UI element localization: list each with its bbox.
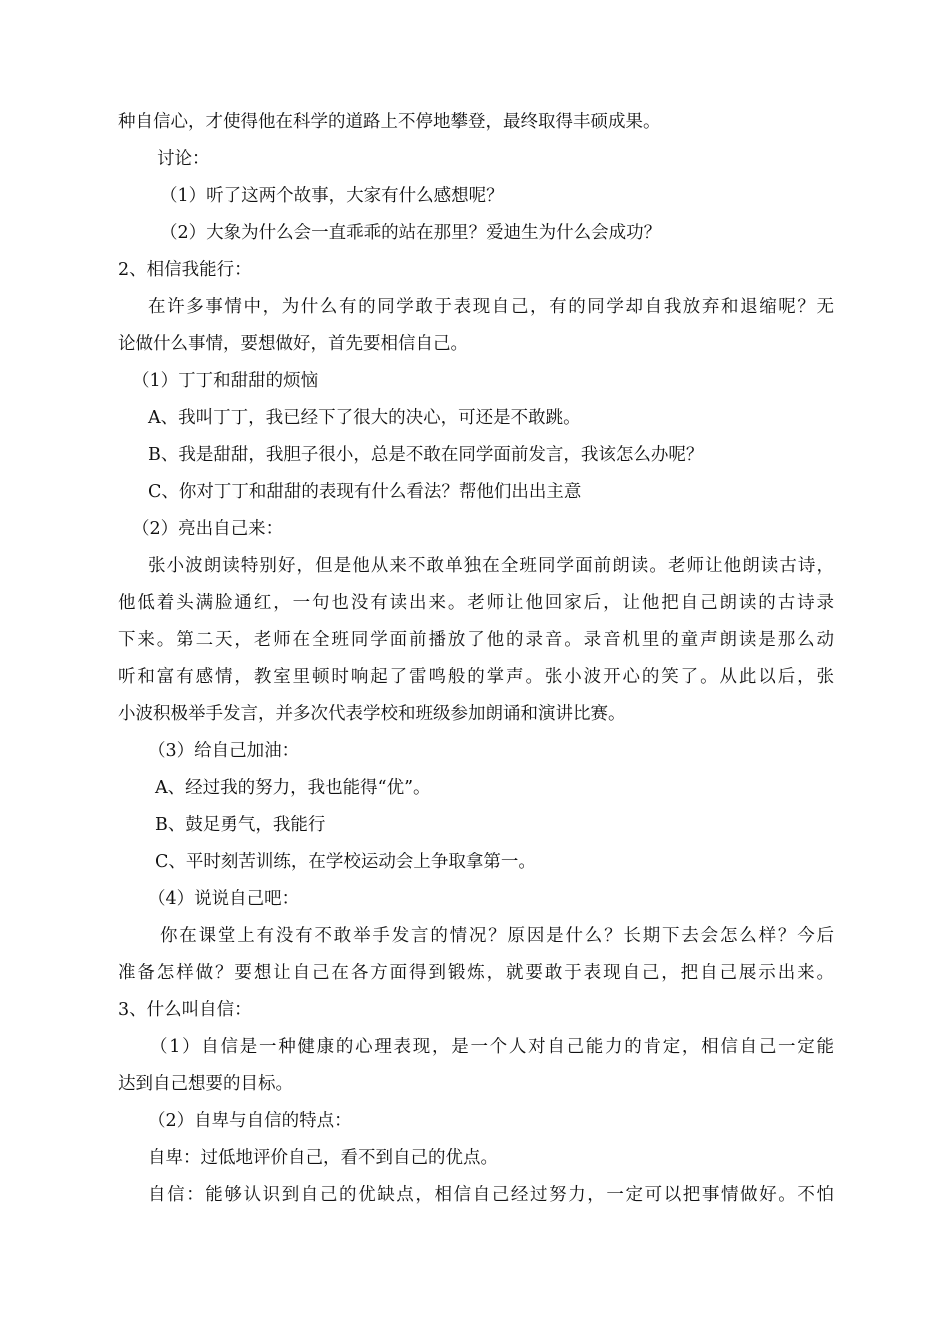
text-line: （2）大象为什么会一直乖乖的站在那里？爱迪生为什么会成功？ [160,223,662,243]
text-line: A、我叫丁丁，我已经下了很大的决心，可还是不敢跳。 [148,408,581,428]
text-line: 达到自己想要的目标。 [118,1074,293,1094]
text-line: 讨论： [157,149,210,169]
text-line: （3）给自己加油： [148,741,300,761]
text-line: （1）听了这两个故事，大家有什么感想呢？ [160,186,504,206]
text-line: 在许多事情中，为什么有的同学敢于表现自己，有的同学却自我放弃和退缩呢？无 [148,297,834,317]
text-line: （2）自卑与自信的特点： [148,1111,352,1131]
text-line: C、平时刻苦训练，在学校运动会上争取拿第一。 [155,852,536,872]
text-line: B、鼓足勇气，我能行 [155,815,326,835]
text-line: A、经过我的努力，我也能得“优”。 [155,778,431,798]
text-line: 张小波朗读特别好，但是他从来不敢单独在全班同学面前朗读。老师让他朗读古诗， [148,556,834,576]
text-line: （1）丁丁和甜甜的烦恼 [132,371,319,391]
section-heading: 3、什么叫自信： [118,1000,252,1020]
text-line: （2）亮出自己来： [132,519,284,539]
section-heading: 2、相信我能行： [118,260,252,280]
text-line: B、我是甜甜，我胆子很小，总是不敢在同学面前发言，我该怎么办呢？ [148,445,704,465]
text-line: 他低着头满脸通红，一句也没有读出来。老师让他回家后，让他把自己朗读的古诗录 [118,593,834,613]
text-line: （1）自信是一种健康的心理表现，是一个人对自己能力的肯定，相信自己一定能 [150,1037,834,1057]
text-line: （4）说说自己吧： [148,889,300,909]
text-line: 论做什么事情，要想做好，首先要相信自己。 [118,334,468,354]
text-line: 自信：能够认识到自己的优缺点，相信自己经过努力，一定可以把事情做好。不怕 [148,1185,834,1205]
text-line: C、你对丁丁和甜甜的表现有什么看法？帮他们出出主意 [148,482,582,502]
text-line: 自卑：过低地评价自己，看不到自己的优点。 [148,1148,498,1168]
text-line: 你在课堂上有没有不敢举手发言的情况？原因是什么？长期下去会怎么样？今后 [160,926,834,946]
text-line: 小波积极举手发言，并多次代表学校和班级参加朗诵和演讲比赛。 [118,704,626,724]
text-line: 种自信心，才使得他在科学的道路上不停地攀登，最终取得丰硕成果。 [118,112,661,132]
text-line: 听和富有感情，教室里顿时响起了雷鸣般的掌声。张小波开心的笑了。从此以后，张 [118,667,834,687]
text-line: 下来。第二天，老师在全班同学面前播放了他的录音。录音机里的童声朗读是那么动 [118,630,834,650]
text-line: 准备怎样做？要想让自己在各方面得到锻炼，就要敢于表现自己，把自己展示出来。 [118,963,834,983]
